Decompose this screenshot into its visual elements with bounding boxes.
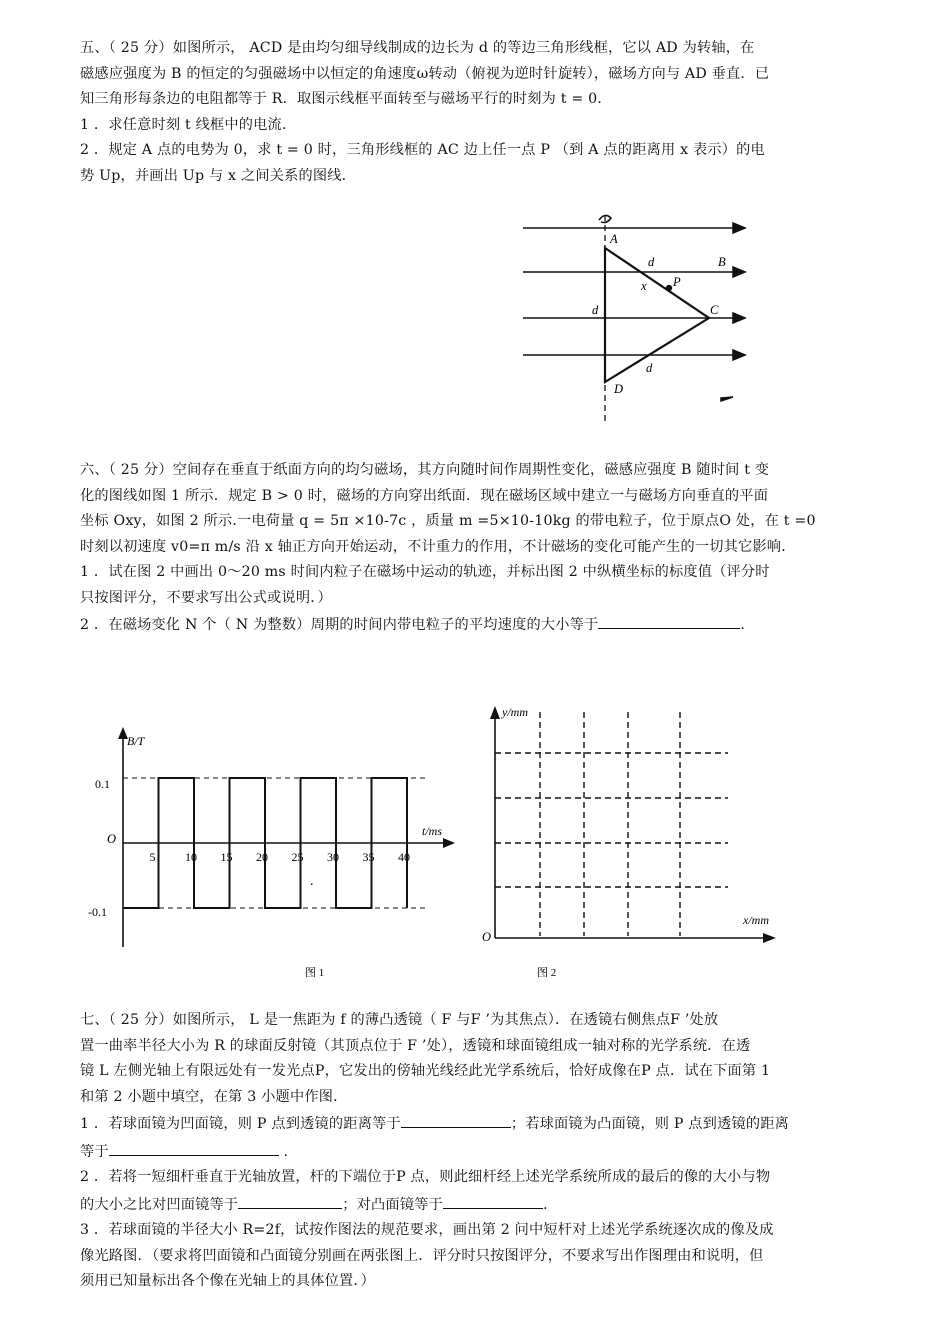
x-tick-label: 35 xyxy=(362,850,375,864)
label-d: d xyxy=(646,361,653,375)
q7-line: 像光路图．（要求将凹面镜和凸面镜分别画在两张图上．评分时只按图评分，不要求写出作图理由和说明，但 xyxy=(80,1247,764,1264)
q5-line: 1 ．求任意时刻 t 线框中的电流． xyxy=(80,116,297,133)
q5-line: 五、（ 25 分）如图所示， ACD 是由均匀细导线制成的边长为 d 的等边三角形线框，它以 AD 为转轴，在 xyxy=(80,40,755,56)
answer-blank[interactable] xyxy=(443,1191,543,1209)
figure-1-caption: 图 1 xyxy=(305,967,325,979)
label-c: C xyxy=(710,303,719,317)
q5-line: 知三角形每条边的电阻都等于 R．取图示线框平面转至与磁场平行的时刻为 t = 0． xyxy=(80,91,612,107)
y-axis-label: y/mm xyxy=(502,705,528,719)
arrow-icon xyxy=(733,267,745,277)
label-x: x xyxy=(641,279,647,293)
x-tick-label: 10 xyxy=(185,850,197,864)
q6-line: 只按图评分，不要求写出公式或说明．） xyxy=(80,589,332,606)
q7-question-2a: 的大小之比对凹面镜等于 xyxy=(80,1196,239,1213)
q7-question-1a: 1 ．若球面镜为凹面镜，则 P 点到透镜的距离等于 xyxy=(80,1116,401,1132)
q6-question-2: 2 ．在磁场变化 N 个（ N 为整数）周期的时间内带电粒子的平均速度的大小等于 xyxy=(80,617,599,633)
arrow-icon xyxy=(733,223,745,233)
q6-line: 时刻以初速度 v0=π m/s 沿 x 轴正方向开始运动，不计重力的作用，不计磁场的变化可能产生的一切其它影响． xyxy=(80,538,796,555)
q7-line: 等于 . xyxy=(80,1138,890,1166)
q7-line: 镜 L 左侧光轴上有限远处有一发光点P，它发出的傍轴光线经此光学系统后，恰好成像在P 点．试在下面第 1 xyxy=(80,1063,771,1079)
answer-blank[interactable] xyxy=(598,611,740,629)
q6-line: 2 ．在磁场变化 N 个（ N 为整数）周期的时间内带电粒子的平均速度的大小等于 . xyxy=(80,611,890,639)
origin-label: O xyxy=(482,930,492,944)
figure-1-chart xyxy=(85,725,465,990)
arrow-icon xyxy=(733,313,745,323)
x-tick-label: 25 xyxy=(291,850,304,864)
point-p xyxy=(666,285,672,291)
q7-line xyxy=(80,1110,890,1138)
x-tick-label: 40 xyxy=(398,850,410,864)
q6-line: 1 ．试在图 2 中画出 0～20 ms 时间内粒子在磁场中运动的轨迹，并标出图 2 中纵横坐标的标度值（评分时 xyxy=(80,564,770,580)
q6-line: 化的图线如图 1 所示．规定 B > 0 时，磁场的方向穿出纸面．现在磁场区域中建立一与磁场方向垂直的平面 xyxy=(80,487,769,504)
label-d: D xyxy=(614,382,624,396)
question-5-text xyxy=(80,36,890,189)
question-7-text xyxy=(80,1008,890,1295)
q7-line: 的大小之比对凹面镜等于 ；对凸面镜等于 . xyxy=(80,1191,890,1219)
q7-question-2b: ；对凸面镜等于 xyxy=(342,1196,443,1213)
label-d: d xyxy=(648,255,655,269)
q7-line: 七、（ 25 分）如图所示， L 是一焦距为 f 的薄凸透镜（ F 与F ’为其焦点）．在透镜右侧焦点F ’处放 xyxy=(80,1012,719,1028)
figure-2-caption: 图 2 xyxy=(537,967,557,979)
answer-blank[interactable] xyxy=(401,1110,511,1128)
arrow-icon xyxy=(721,397,733,401)
arrow-icon xyxy=(733,350,745,360)
answer-blank[interactable] xyxy=(238,1191,342,1209)
triangle-frame xyxy=(605,248,709,382)
stray-dot: . xyxy=(310,874,314,889)
origin-label: O xyxy=(107,832,117,846)
x-axis-label: t/ms xyxy=(422,824,443,838)
q5-line: 磁感应强度为 B 的恒定的匀强磁场中以恒定的角速度ω转动（俯视为逆时针旋转），磁场方向与 AD 垂直．已 xyxy=(80,65,770,82)
q6-line: 六、（ 25 分）空间存在垂直于纸面方向的均匀磁场，其方向随时间作周期性变化，磁感应强度 B 随时间 t 变 xyxy=(80,462,770,478)
figure-2-grid xyxy=(470,698,790,988)
x-axis-label: x/mm xyxy=(743,913,769,927)
q7-question-1b: ；若球面镜为凸面镜，则 P 点到透镜的距离 xyxy=(510,1116,790,1132)
x-tick-label: 15 xyxy=(220,850,233,864)
tick-label-pos: 0.1 xyxy=(95,777,110,791)
label-a: A xyxy=(610,232,618,246)
x-tick-label: 5 xyxy=(149,850,156,864)
x-axis-arrow-icon xyxy=(763,933,776,943)
q5-figure xyxy=(515,210,750,425)
x-axis-arrow-icon xyxy=(443,838,455,848)
q6-line: 坐标 Oxy，如图 2 所示.一电荷量 q = 5π ×10-7c ，质量 m =5×10-10kg 的带电粒子，位于原点O 处，在 t =0 xyxy=(80,513,816,529)
label-b: B xyxy=(718,255,726,269)
q7-line: 置一曲率半径大小为 R 的球面反射镜（其顶点位于 F ’处），透镜和球面镜组成一轴对称的光学系统．在透 xyxy=(80,1037,751,1054)
q5-line: 2 ．规定 A 点的电势为 0，求 t = 0 时，三角形线框的 AC 边上任一点 P （到 A 点的距离用 x 表示）的电 xyxy=(80,142,765,158)
y-axis-arrow-icon xyxy=(490,706,500,719)
q7-line: 和第 2 小题中填空，在第 3 小题中作图． xyxy=(80,1088,348,1105)
q7-question-1c: 等于 xyxy=(80,1143,109,1160)
x-tick-label: 30 xyxy=(327,850,339,864)
answer-blank[interactable] xyxy=(109,1138,279,1156)
label-d: d xyxy=(592,303,599,317)
tick-label-neg: -0.1 xyxy=(88,905,107,919)
q7-line: 须用已知量标出各个像在光轴上的具体位置．） xyxy=(80,1273,376,1289)
y-axis-label: B/T xyxy=(127,734,145,748)
label-p: P xyxy=(673,275,681,289)
question-6-text xyxy=(80,458,890,639)
x-tick-label: 20 xyxy=(256,850,268,864)
q7-line: 2 ．若将一短细杆垂直于光轴放置，杆的下端位于P 点，则此细杆经上述光学系统所成的最后的像的大小与物 xyxy=(80,1169,771,1185)
q7-line: 3 ．若球面镜的半径大小 R=2f，试按作图法的规范要求，画出第 2 问中短杆对上述光学系统逐次成的像及成 xyxy=(80,1222,774,1238)
q5-line: 势 Up，并画出 Up 与 x 之间关系的图线． xyxy=(80,167,357,184)
